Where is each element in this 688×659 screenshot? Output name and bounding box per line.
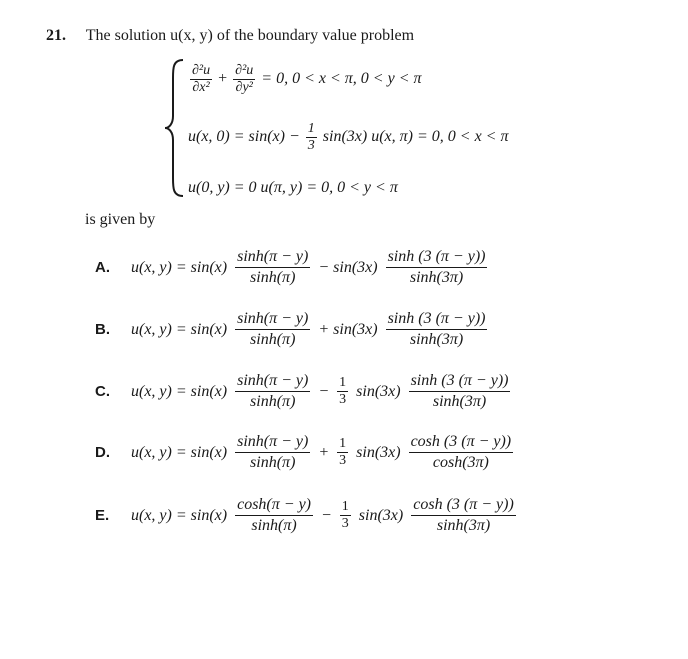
fraction-2 (409, 372, 511, 411)
fraction-2-num: cosh (3 (π − y)) (411, 496, 516, 516)
option-e[interactable] (95, 496, 518, 535)
fraction-1-num: sinh(π − y) (235, 433, 310, 453)
question-number: 21. (46, 27, 66, 44)
middle-term: sin(3x) (358, 506, 404, 524)
option-lhs: u(x, y) = sin(x) (131, 443, 228, 461)
option-a[interactable] (95, 248, 489, 287)
d2u-dx2 (190, 64, 212, 95)
given-by-text: is given by (85, 211, 156, 228)
fraction-2 (386, 310, 488, 349)
fraction-1 (235, 496, 313, 535)
bc2: u(0, y) = 0 u(π, y) = 0, 0 < y < π (188, 179, 398, 196)
pde-equation (188, 64, 422, 95)
option-label: B. (95, 321, 110, 338)
pde-num1: ∂²u (192, 63, 211, 78)
middle-term: sin(3x) (356, 382, 401, 400)
boundary-condition-y (188, 122, 509, 153)
fraction-2-den: sinh(3π) (409, 269, 464, 286)
fraction-1-den: sinh(π) (251, 517, 297, 534)
fraction-2 (409, 433, 514, 472)
fraction-1-den: sinh(π) (250, 331, 296, 348)
operator: + (318, 443, 330, 461)
bc1-fraction (306, 122, 317, 153)
coefficient-num: 1 (339, 436, 347, 451)
fraction-1 (235, 372, 310, 411)
fraction-1 (235, 433, 310, 472)
coefficient (337, 376, 348, 407)
coefficient-den: 3 (339, 392, 347, 407)
operator: − (321, 506, 332, 524)
fraction-1-num: sinh(π − y) (235, 310, 310, 330)
pde-rest: = 0, 0 < x < π, 0 < y < π (261, 70, 422, 88)
pde-plus: + (218, 70, 228, 88)
fraction-1-num: cosh(π − y) (235, 496, 313, 516)
pde-den2: ∂y² (235, 80, 253, 95)
fraction-1-den: sinh(π) (250, 393, 296, 410)
fraction-2 (411, 496, 516, 535)
d2u-dy2 (233, 64, 255, 95)
option-c[interactable] (95, 372, 512, 411)
fraction-1 (235, 248, 310, 287)
middle-term: sin(3x) (356, 443, 401, 461)
pde-num2: ∂²u (235, 63, 254, 78)
fraction-1-den: sinh(π) (250, 454, 296, 471)
coefficient (340, 500, 351, 531)
fraction-2-num: sinh (3 (π − y)) (386, 248, 488, 268)
pde-den1: ∂x² (192, 80, 210, 95)
operator: − (318, 382, 330, 400)
system-brace (163, 58, 187, 198)
fraction-2-num: cosh (3 (π − y)) (409, 433, 514, 453)
fraction-2-num: sinh (3 (π − y)) (386, 310, 488, 330)
question-header (46, 27, 414, 45)
fraction-2-den: sinh(3π) (409, 331, 464, 348)
boundary-condition-x (188, 179, 398, 197)
fraction-2-den: sinh(3π) (436, 517, 491, 534)
operator: − sin(3x) (318, 258, 378, 276)
bc1-frac-den: 3 (307, 138, 315, 153)
option-lhs: u(x, y) = sin(x) (131, 382, 228, 400)
fraction-1-num: sinh(π − y) (235, 248, 310, 268)
fraction-2-den: cosh(3π) (432, 454, 489, 471)
option-label: A. (95, 259, 110, 276)
option-b[interactable] (95, 310, 489, 349)
fraction-2-num: sinh (3 (π − y)) (409, 372, 511, 392)
option-lhs: u(x, y) = sin(x) (131, 258, 228, 276)
option-d[interactable] (95, 433, 515, 472)
bc1-frac-num: 1 (307, 121, 315, 136)
fraction-1-den: sinh(π) (250, 269, 296, 286)
coefficient-num: 1 (339, 375, 347, 390)
fraction-2-den: sinh(3π) (432, 393, 487, 410)
bc1-right: sin(3x) u(x, π) = 0, 0 < x < π (322, 128, 509, 146)
operator: + sin(3x) (318, 320, 378, 338)
fraction-1-num: sinh(π − y) (235, 372, 310, 392)
fraction-1 (235, 310, 310, 349)
question-prompt: The solution u(x, y) of the boundary value problem (85, 27, 415, 44)
fraction-2 (386, 248, 488, 287)
coefficient-den: 3 (339, 453, 347, 468)
option-label: E. (95, 507, 110, 524)
option-lhs: u(x, y) = sin(x) (131, 506, 228, 524)
bc1-left: u(x, 0) = sin(x) − (188, 128, 300, 146)
coefficient-den: 3 (341, 516, 349, 531)
option-lhs: u(x, y) = sin(x) (131, 320, 228, 338)
option-label: D. (95, 444, 110, 461)
option-label: C. (95, 383, 110, 400)
coefficient (337, 437, 348, 468)
coefficient-num: 1 (341, 499, 349, 514)
